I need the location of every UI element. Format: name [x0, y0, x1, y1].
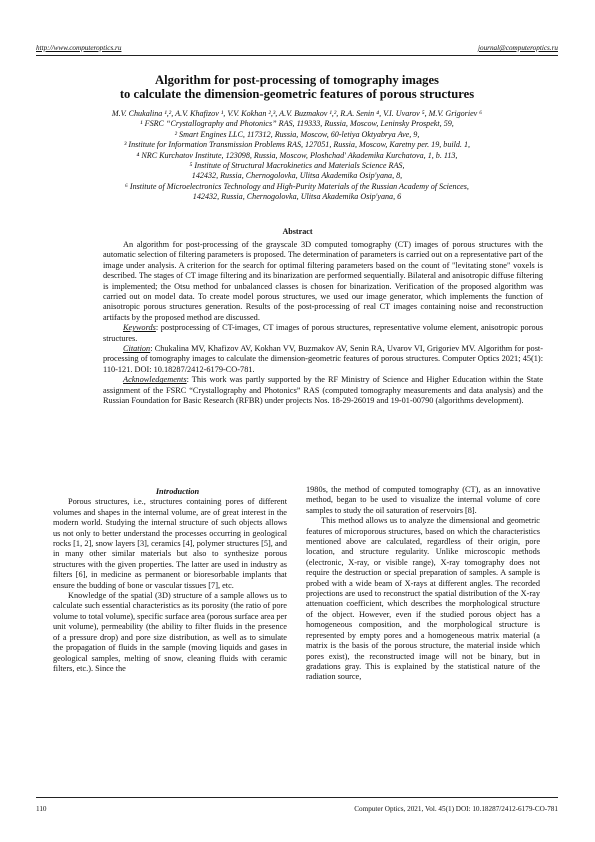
- affiliation-1: ¹ FSRC “Crystallography and Photonics” RAS, 119333, Russia, Moscow, Leninsky Prospekt, 59,: [140, 119, 454, 129]
- abstract-block: [103, 240, 543, 407]
- affiliation-2: ² Smart Engines LLC, 117312, Russia, Moscow, 60-letiya Oktyabrya Ave, 9,: [174, 129, 420, 139]
- citation-label: Citation: [123, 344, 151, 354]
- header-website-link[interactable]: http://www.computeroptics.ru: [36, 44, 122, 52]
- authors-block: [36, 109, 558, 203]
- introduction-heading: Introduction: [155, 487, 200, 496]
- abstract-body: An algorithm for post-processing of the grayscale 3D computed tomography (CT) images of porous structures with the automatic selection of filtering parameters is proposed. The determination of parameters is carried out on a representative part of the image under analysis. A criterion for the search for optimal filtering parameters based on the count of "levitating stone" voxels is described. The stages of CT image filtering and its binarization are performed sequentially. Bilateral and anisotropic diffuse filtering is implemented; the Otsu method for unbalanced classes is chosen for binarization. Verification of the proposed algorithm was carried out on model data. To create model porous structures, we used our image generator, which implements the function of anisotropic porous structures generation. Results of the post-processing of real CT images containing noise and reconstruction artifacts by the proposed method are discussed.: [103, 240, 543, 322]
- affiliation-5: ⁵ Institute of Structural Macrokinetics and Materials Science RAS,: [189, 161, 405, 171]
- title-line-1: Algorithm for post-processing of tomography images: [155, 73, 439, 87]
- affiliation-6-address: 142432, Russia, Chernogolovka, Ulitsa Akademika Osip'yana, 6: [192, 192, 402, 202]
- footer-rule: [36, 797, 558, 798]
- affiliation-3: ³ Institute for Information Transmission Problems RAS, 127051, Russia, Moscow, Karetny per. 19, build. 1,: [123, 140, 471, 150]
- citation-text: : Chukalina MV, Khafizov AV, Kokhan VV, Buzmakov AV, Senin RA, Uvarov VI, Grigoriev MV. Algorithm for post-processing of tomography images to calculate the dimension-geometric features of porous structures. Computer Optics 2021; 45(1): 110-121. DOI: 10.18287/2412-6179-CO-781.: [103, 344, 543, 374]
- abstract-heading: Abstract: [282, 227, 313, 236]
- affiliation-5-address: 142432, Russia, Chernogolovka, Ulitsa Akademika Osip'yana, 8,: [191, 171, 403, 181]
- citation: [103, 344, 543, 375]
- intro-paragraph-4: This method allows us to analyze the dimensional and geometric features of microporous structures, based on which the characteristics mentioned above are calculated, regardless of their origin, pore location, and structure regularity. Unlike microscopic methods (electronic, X-ray, or visible range), X-ray tomography does not require the destruction or special preparation of samples. A sample is probed with a wide beam of X-rays at different angles. The recorded projections are used to reconstruct the spatial distribution of the X-ray attenuation coefficient, which describes the morphological structure of the object. However, even if the studied porous object has a homogeneous composition, and the morphological structure is represented by empty pores and a homogeneous matrix material (a matrix is the basis of the porous structure, the material inside which pores exist), the reconstructed image will not be binary, but in gradations gray. This is explained by the statistical nature of the radiation source,: [306, 516, 540, 682]
- ack-text: : This work was partly supported by the RF Ministry of Science and Higher Education within the State assignment of the FSRC “Crystallography and Photonics” RAS (computed tomography measurements and data analysis) and the Russian Foundation for Basic Research (RFBR) under projects Nos. 18-29-26019 and 19-01-00790 (algorithms development).: [103, 375, 543, 406]
- header-email-link[interactable]: journal@computeroptics.ru: [477, 44, 558, 52]
- page-number: 110: [36, 805, 47, 813]
- title-line-2: to calculate the dimension-geometric features of porous structures: [119, 87, 475, 101]
- left-column: [53, 485, 287, 674]
- acknowledgements: [103, 375, 543, 406]
- header-rule: [36, 55, 558, 56]
- keywords-label: Keywords: [123, 323, 156, 333]
- affiliation-6: ⁶ Institute of Microelectronics Technology and High-Purity Materials of the Russian Academy of Sciences,: [125, 181, 469, 191]
- paper-title: [36, 73, 558, 101]
- right-column: [306, 485, 540, 683]
- journal-citation: Computer Optics, 2021, Vol. 45(1) DOI: 10.18287/2412-6179-CO-781: [354, 805, 558, 813]
- intro-paragraph-3: 1980s, the method of computed tomography (CT), as an innovative method, began to be used to visualize the internal volume of core samples to study the oil saturation of reservoirs [8].: [306, 485, 540, 515]
- ack-label: Acknowledgements: [123, 375, 187, 385]
- keywords-text: : postprocessing of CT-images, CT images of porous structures, representative volume element, anisotropic porous structures.: [103, 323, 543, 343]
- intro-paragraph-2: Knowledge of the spatial (3D) structure of a sample allows us to calculate such essential characteristics as its porosity (the ratio of pore volume to total volume), specific surface area (porous surface area per unit volume), permeability (the ability to filter fluids in the presence of a pressure drop) and pore size distribution, as well as to simulate the propagation of fluids in the sample (moving liquids and gases in geological samples, melting of snow, cleaning fluids with ceramic filters, etc.). Since the: [53, 591, 287, 673]
- affiliation-4: ⁴ NRC Kurchatov Institute, 123098, Russia, Moscow, Ploshchad' Akademika Kurchatova, 1, b. 113,: [136, 150, 458, 160]
- keywords: [103, 323, 543, 344]
- author-names: M.V. Chukalina ¹,², A.V. Khafizov ¹, V.V. Kokhan ²,³, A.V. Buzmakov ¹,², R.A. Senin ⁴, V.I. Uvarov ⁵, M.V. Grigoriev ⁶: [111, 109, 483, 118]
- intro-paragraph-1: Porous structures, i.e., structures containing pores of different volumes and shapes in the internal volume, are of great interest in the modern world. Studying the internal structure of such objects allows us not only to better understand the processes occurring in geological rocks [1, 2], snow layers [3], ceramics [4], polymer structures [5], and in many other similar materials but also to synthesize porous structures with the given properties. The latter are used in industry as filters [6], in medicine as permanent or bioresorbable implants that ensure the budding of bone or vascular tissues [7], etc.: [53, 497, 287, 590]
